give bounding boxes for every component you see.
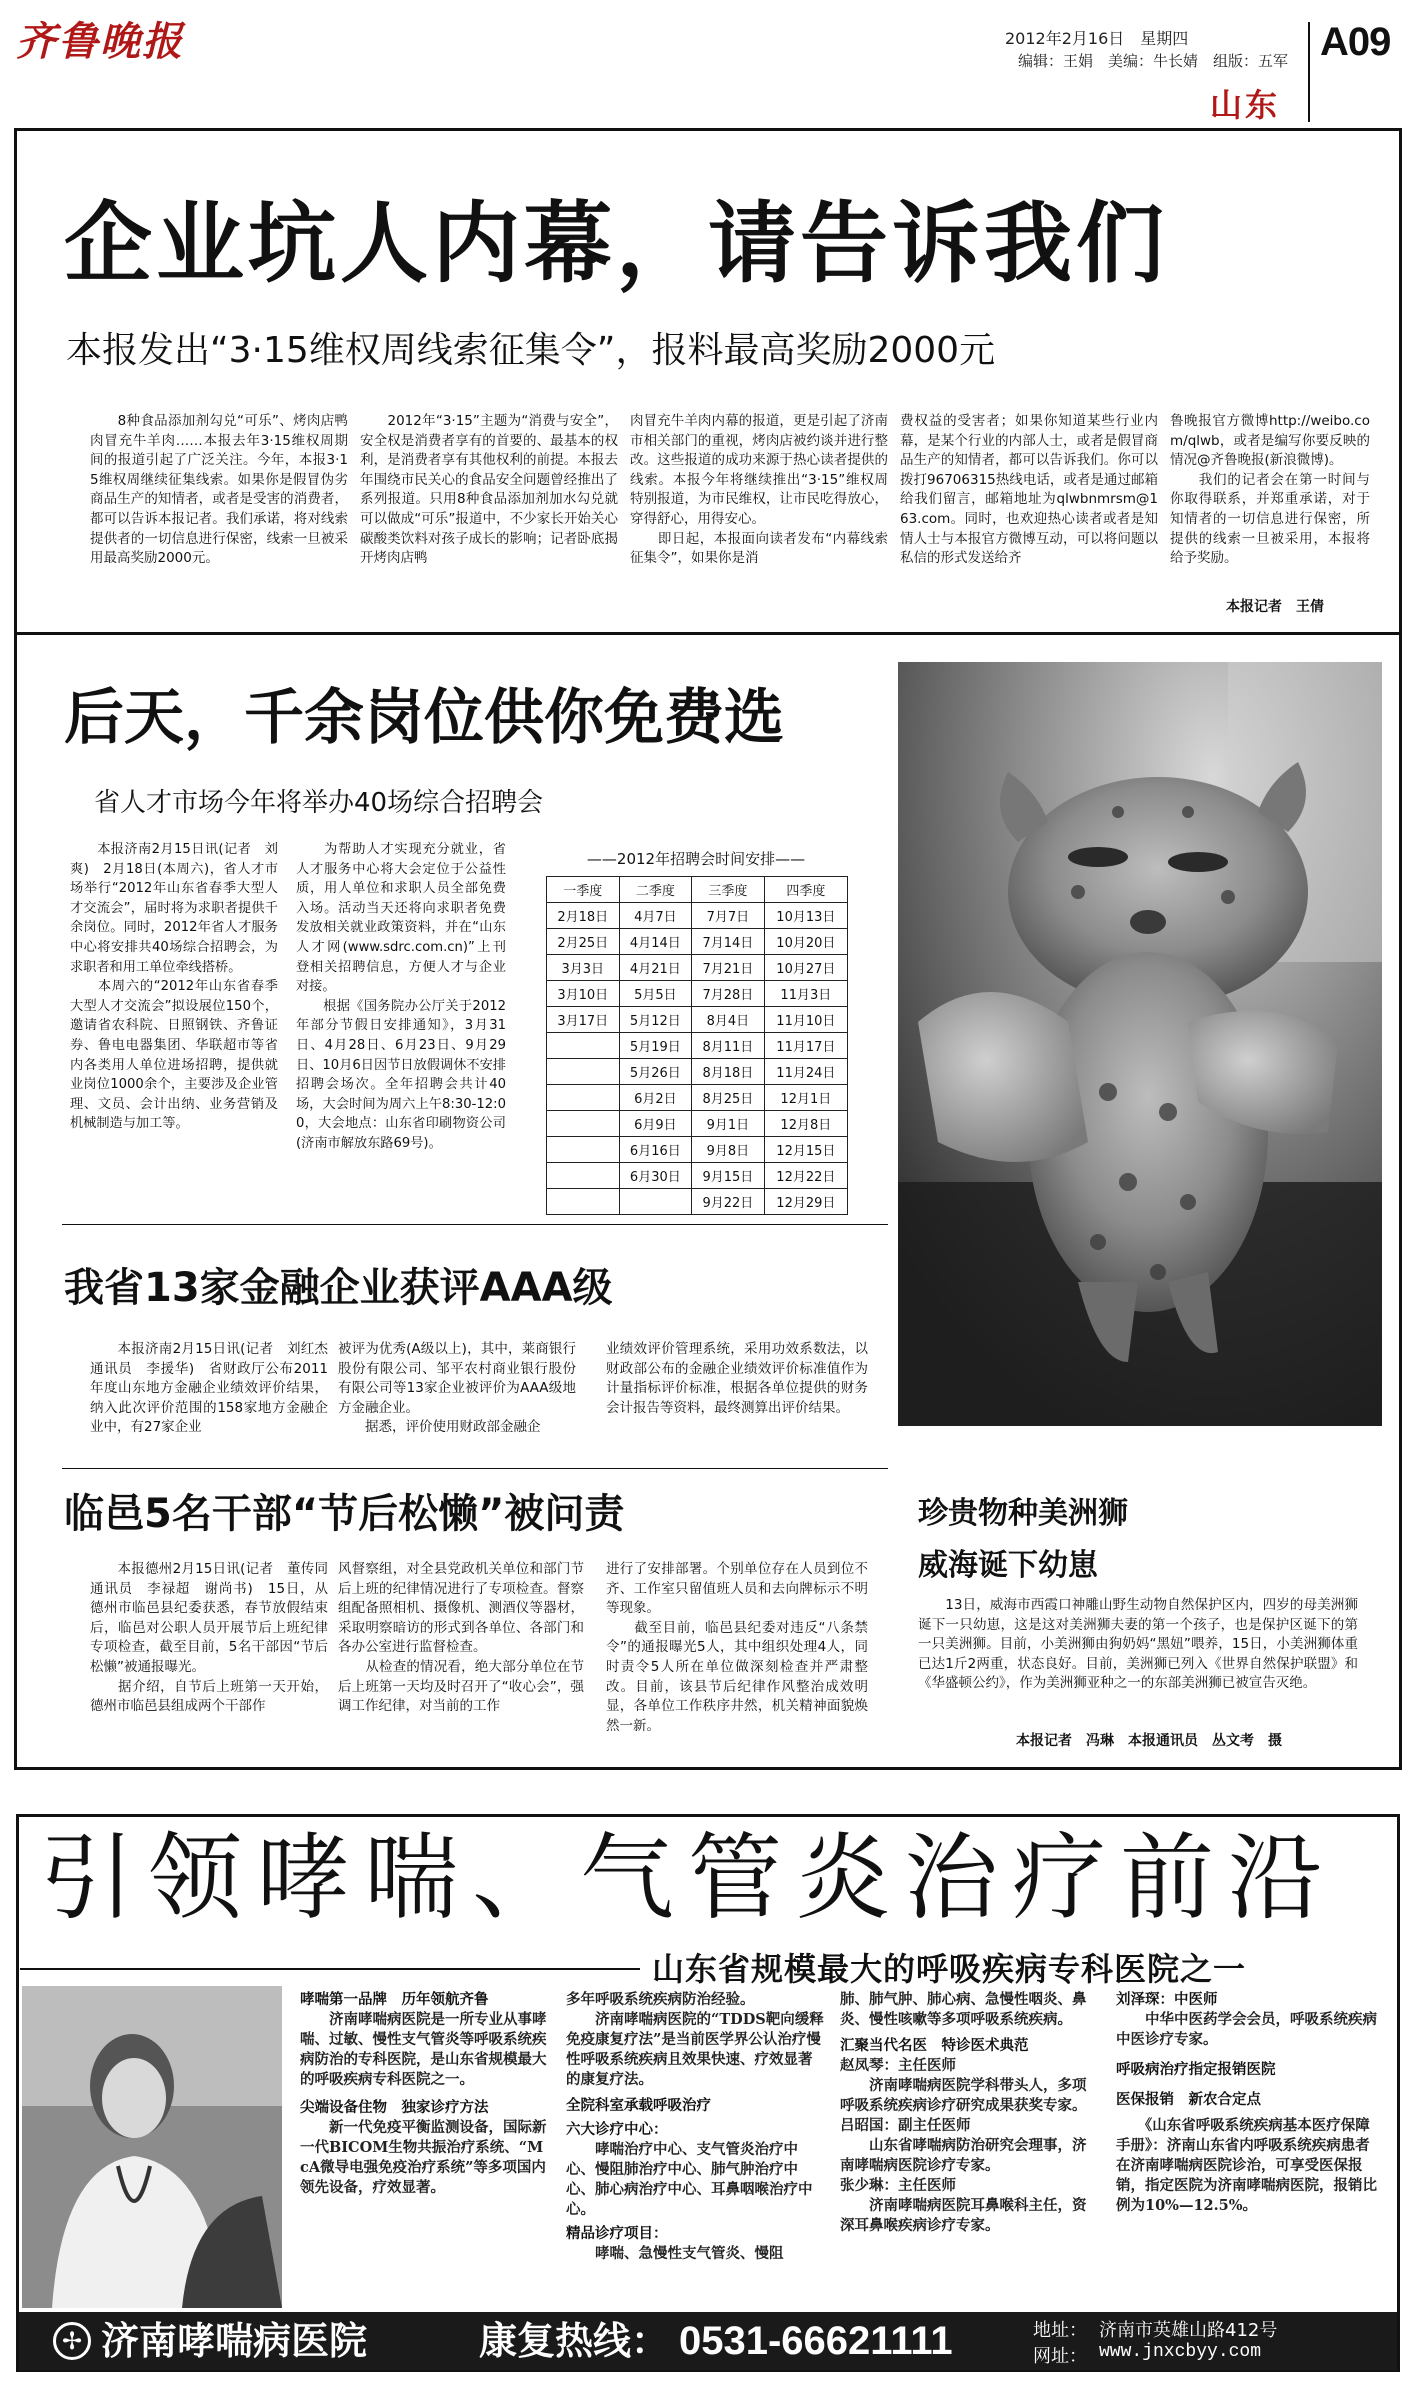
ad-col3-doctors: 赵凤琴：主任医师 济南哮喘病医院学科带头人，多项呼吸系统疾病诊疗研究成果获奖专家。 吕昭国：副主任医师 山东省哮喘病防治研究会理事，济南哮喘病医院诊疗专家。 张少琳：主任医师 济南哮喘病医院耳鼻喉科主任，资深耳鼻喉疾病诊疗专家。 (840, 2057, 1087, 2234)
schedule-cell: 5月19日 (619, 1033, 692, 1059)
ad-col4-body: 中华中医药学会会员，呼吸系统疾病中医诊疗专家。 (1116, 2011, 1377, 2048)
ad-col4-head: 刘泽琛：中医师 (1116, 1992, 1218, 2008)
ad-website-label: 网址： (1033, 2346, 1087, 2367)
ad-col-3 (840, 1990, 1100, 2310)
ad-doctor-illustration (22, 1986, 282, 2308)
schedule-cell: 12月15日 (764, 1137, 847, 1163)
schedule-cell: 7月14日 (692, 929, 765, 955)
story1-headline: 企业坑人内幕，请告诉我们 (64, 192, 1169, 295)
schedule-cell: 3月10日 (547, 981, 620, 1007)
schedule-table-title (546, 848, 846, 869)
schedule-cell: 8月11日 (692, 1033, 765, 1059)
story4-col-3: 进行了安排部署。个别单位存在人员到位不齐、工作室只留值班人员和去向牌标示不明等现象。 截至目前，临邑县纪委对违反“八条禁令”的通报曝光5人，其中组织处理4人，同时责令5人所在单位做深刻检查并严肃整改。目前，该县节后纪律作风整治成效明显，各单位工作秩序井然，机关精神面貌焕然一新。 (606, 1561, 868, 1734)
story4-col-1: 本报德州2月15日讯(记者 董传同 通讯员 李禄超 谢尚书) 15日，从德州市临邑县纪委获悉，春节放假结束后，临邑对公职人员开展节后上班纪律专项检查，截至目前，5名干部因“节后松懒”被通报曝光。 据介绍，自节后上班第一天开始，德州市临邑县组成两个干部作 (90, 1561, 328, 1715)
ad-col-1 (300, 1990, 550, 2310)
ad-col2-list: 哮喘治疗中心、支气管炎治疗中心、慢阻肺治疗中心、肺气肿治疗中心、肺心病治疗中心、耳鼻咽喉治疗中心。 (566, 2141, 813, 2218)
ad-col-4 (1116, 1990, 1384, 2310)
photo-story-headline-1: 珍贵物种美洲狮 (918, 1496, 1128, 1531)
schedule-row (547, 981, 848, 1007)
ad-col1-head2: 尖端设备住物 独家诊疗方法 (300, 2100, 489, 2116)
schedule-row (547, 1163, 848, 1189)
schedule-cell: 8月18日 (692, 1059, 765, 1085)
schedule-row (547, 1137, 848, 1163)
ad-headline: 引领哮喘、气管炎治疗前沿 (40, 1824, 1337, 1933)
schedule-cell: 7月7日 (692, 903, 765, 929)
schedule-cell: 4月21日 (619, 955, 692, 981)
schedule-cell: 9月22日 (692, 1189, 765, 1215)
schedule-cell: 12月22日 (764, 1163, 847, 1189)
schedule-cell: 4月7日 (619, 903, 692, 929)
ad-subline-rule (20, 1968, 640, 1970)
schedule-cell: 5月26日 (619, 1059, 692, 1085)
photo-story-byline: 本报记者 冯琳 本报通讯员 丛文考 摄 (1016, 1733, 1282, 1749)
ad-col2-body: 多年呼吸系统疾病防治经验。 济南哮喘病医院的“TDDS靶向缓释免疫康复疗法”是当前医学界公认治疗慢性呼吸系统疾病且效果快速、疗效显著的康复疗法。 (566, 1991, 824, 2088)
schedule-row (547, 903, 848, 929)
schedule-cell: 6月16日 (619, 1137, 692, 1163)
schedule-cell: 12月29日 (764, 1189, 847, 1215)
masthead: 齐鲁晚报 (16, 18, 184, 65)
schedule-cell: 9月1日 (692, 1111, 765, 1137)
story3-bottom-rule (62, 1468, 888, 1469)
schedule-cell: 6月9日 (619, 1111, 692, 1137)
story4-headline: 临邑5名干部“节后松懒”被问责 (64, 1491, 625, 1537)
schedule-cell: 5月12日 (619, 1007, 692, 1033)
page-staff: 编辑：王娟 美编：牛长婧 组版：五军 (1018, 52, 1289, 70)
schedule-cell: 5月5日 (619, 981, 692, 1007)
ad-col3-body: 肺、肺气肿、肺心病、急慢性咽炎、鼻炎、慢性咳嗽等多项呼吸系统疾病。 (840, 1991, 1087, 2028)
schedule-row (547, 929, 848, 955)
ad-col4-body2: 《山东省呼吸系统疾病基本医疗保障手册》：济南山东省内呼吸系统疾病患者在济南哮喘病医院诊治，可享受医保报销，指定医院为济南哮喘病医院，报销比例为10%—12.5%。 (1116, 2117, 1377, 2214)
schedule-cell (547, 1059, 620, 1085)
photo-story-body: 13日，威海市西霞口神雕山野生动物自然保护区内，四岁的母美洲狮诞下一只幼崽，这是这对美洲狮夫妻的第一个孩子，也是保护区诞下的第一只美洲狮。目前，小美洲狮由狗奶妈“黑妞”喂养，15日，小美洲狮体重已达1斤2两重，状态良好。目前，美洲狮已列入《世界自然保护联盟》和《华盛顿公约》，作为美洲狮亚种之一的东部美洲狮已被宣告灭绝。 (918, 1597, 1358, 1692)
page-number: A09 (1320, 20, 1391, 64)
ad-subline: 山东省规模最大的呼吸疾病专科医院之一 (652, 1950, 1247, 1988)
schedule-header-cell: 四季度 (764, 877, 847, 903)
schedule-cell: 10月20日 (764, 929, 847, 955)
story2-subhead: 省人才市场今年将举办40场综合招聘会 (94, 788, 544, 818)
schedule-header-cell: 二季度 (619, 877, 692, 903)
section-name: 山东 (1210, 86, 1281, 124)
schedule-cell (547, 1189, 620, 1215)
schedule-cell (547, 1137, 620, 1163)
ad-doctor-photo (22, 1986, 282, 2308)
ad-website: www.jnxcbyy.com (1099, 2342, 1262, 2362)
schedule-cell (619, 1189, 692, 1215)
story1-col-4: 费权益的受害者；如果你知道某些行业内幕，是某个行业的内部人士，或者是假冒商品生产的知情者，都可以告诉我们。你可以拨打96706315热线电话，或者是通过邮箱给我们留言，邮箱地址为qlwbnmrsm@163.com。同时，也欢迎热心读者或者是知情人士与本报官方微博互动，可以将问题以私信的形式发送给齐 (900, 413, 1158, 567)
schedule-cell: 10月27日 (764, 955, 847, 981)
ad-col2-head2: 六大诊疗中心： (566, 2122, 668, 2138)
ad-address: 济南市英雄山路412号 (1099, 2320, 1278, 2341)
schedule-cell: 6月2日 (619, 1085, 692, 1111)
ad-col1-body2: 新一代免疫平衡监测设备，国际新一代BICOM生物共振治疗系统、“McA微导电强免疫治疗系统”等多项国内领先设备，疗效显著。 (300, 2119, 547, 2196)
story2-col-2: 为帮助人才实现充分就业，省人才服务中心将大会定位于公益性质，用人单位和求职人员全部免费入场。活动当天还将向求职者免费发放相关就业政策资料，并在“山东人才网(www.sdrc.com.cn)”上刊登相关招聘信息，方便人才与企业对接。 根据《国务院办公厅关于2012年部分节假日安排通知》，3月31日、4月28日、6月23日、9月29日、10月6日因节日放假调休不安排招聘会场次。全年招聘会共计40场，大会时间为周六上午8:30-12:00，大会地点：山东省印刷物资公司(济南市解放东路69号)。 (296, 842, 506, 1151)
schedule-table (546, 876, 848, 1215)
ad-col2-list2: 哮喘、急慢性支气管炎、慢阻 (566, 2245, 784, 2262)
schedule-cell: 8月4日 (692, 1007, 765, 1033)
frame-left-rule (14, 128, 17, 1770)
schedule-cell: 11月10日 (764, 1007, 847, 1033)
story3-col-2: 被评为优秀(A级以上)，其中，莱商银行股份有限公司、邹平农村商业银行股份有限公司等13家企业被评价为AAA级地方金融企业。 据悉，评价使用财政部金融企 (338, 1341, 576, 1436)
story2-headline: 后天，千余岗位供你免费选 (64, 683, 784, 753)
ad-col-2 (566, 1990, 826, 2310)
story3-headline: 我省13家金融企业获评AAA级 (64, 1265, 613, 1311)
schedule-cell: 8月25日 (692, 1085, 765, 1111)
ad-hotline-label: 康复热线： (479, 2319, 670, 2363)
schedule-cell: 12月8日 (764, 1111, 847, 1137)
issue-date: 2012年2月16日 星期四 (1005, 29, 1189, 48)
story1-bottom-rule (17, 632, 1399, 635)
story1-subhead: 本报发出“3·15维权周线索征集令”，报料最高奖励2000元 (66, 330, 996, 371)
schedule-row (547, 1189, 848, 1215)
schedule-header-cell: 三季度 (692, 877, 765, 903)
story3-col-3: 业绩效评价管理系统，采用功效系数法，以财政部公布的金融企业绩效评价标准值作为计量指标评价标准，根据各单位提供的财务会计报告等资料，最终测算出评价结果。 (606, 1341, 868, 1416)
schedule-row (547, 1033, 848, 1059)
schedule-title-dash-right: —— (775, 850, 806, 868)
schedule-title-dash-left: —— (586, 850, 617, 868)
schedule-cell: 3月3日 (547, 955, 620, 981)
ad-footer-bar (19, 2312, 1397, 2370)
frame-right-rule (1399, 128, 1402, 1770)
schedule-cell: 3月17日 (547, 1007, 620, 1033)
story2-col-1: 本报济南2月15日讯(记者 刘爽) 2月18日(本周六)，省人才市场举行“2012年山东省春季大型人才交流会”，届时将为求职者提供千余岗位。同时，2012年省人才服务中心将安排共40场综合招聘会，为求职者和用工单位牵线搭桥。 本周六的“2012年山东省春季大型人才交流会”拟设展位150个，邀请省农科院、日照钢铁、齐鲁证券、鲁电电器集团、华联超市等省内各类用人单位进场招聘，提供就业岗位1000余个，主要涉及企业管理、文员、会计出纳、业务营销及机械制造与加工等。 (70, 842, 278, 1132)
ad-col3-head: 汇聚当代名医 特诊医术典范 (840, 2038, 1029, 2054)
schedule-cell: 9月15日 (692, 1163, 765, 1189)
schedule-cell: 4月14日 (619, 929, 692, 955)
story3-col-1: 本报济南2月15日讯(记者 刘红杰 通讯员 李援华) 省财政厅公布2011年度山东地方金融企业绩效评价结果，纳入此次评价范围的158家地方金融企业中，有27家企业 (90, 1341, 342, 1436)
story1-byline: 本报记者 王倩 (1226, 599, 1324, 615)
schedule-cell: 10月13日 (764, 903, 847, 929)
schedule-cell: 7月28日 (692, 981, 765, 1007)
schedule-cell (547, 1085, 620, 1111)
schedule-cell: 2月18日 (547, 903, 620, 929)
schedule-title-text: 2012年招聘会时间安排 (616, 850, 776, 868)
cougar-cub-photo (898, 662, 1382, 1426)
schedule-row (547, 1059, 848, 1085)
story4-col-2: 风督察组，对全县党政机关单位和部门节后上班的纪律情况进行了专项检查。督察组配备照相机、摄像机、测酒仪等器材，采取明察暗访的形式到各单位、各部门和各办公室进行监督检查。 从检查的情况看，绝大部分单位在节后上班第一天均及时召开了“收心会”，强调工作纪律，对当前的工作 (338, 1561, 584, 1715)
story2-bottom-rule (62, 1224, 888, 1225)
ad-col4-head2: 呼吸病治疗指定报销医院 (1116, 2062, 1276, 2078)
story1-col-1: 8种食品添加剂勾兑“可乐”、烤肉店鸭肉冒充牛羊肉……本报去年3·15维权周期间的报道引起了广泛关注。今年，本报3·15维权周继续征集线索。如果你是假冒伪劣商品生产的知情者，或者是受害的消费者，都可以告诉本报记者。我们承诺，将对线索提供者的一切信息进行保密，线索一旦被采用最高奖励2000元。 (90, 413, 348, 567)
schedule-cell (547, 1163, 620, 1189)
ad-col2-head3: 精品诊疗项目： (566, 2226, 668, 2242)
story1-col-5: 鲁晚报官方微博http://weibo.com/qlwb，或者是编写你要反映的情况@齐鲁晚报(新浪微博)。 我们的记者会在第一时间与你取得联系，并郑重承诺，对于知情者的一切信息进行保密，所提供的线索一旦被采用，本报将给予奖励。 (1170, 413, 1370, 567)
schedule-cell (547, 1111, 620, 1137)
ad-hospital-name: 济南哮喘病医院 (101, 2319, 368, 2363)
schedule-cell: 11月3日 (764, 981, 847, 1007)
frame-bottom-rule (14, 1767, 1402, 1770)
schedule-cell: 12月1日 (764, 1085, 847, 1111)
ad-col4-head3: 医保报销 新农合定点 (1116, 2092, 1261, 2108)
schedule-cell: 6月30日 (619, 1163, 692, 1189)
schedule-row (547, 1007, 848, 1033)
schedule-cell (547, 1033, 620, 1059)
cougar-cub-illustration (898, 662, 1382, 1426)
schedule-cell: 11月24日 (764, 1059, 847, 1085)
schedule-row (547, 1085, 848, 1111)
schedule-cell: 9月8日 (692, 1137, 765, 1163)
story1-col-3: 肉冒充牛羊肉内幕的报道，更是引起了济南市相关部门的重视，烤肉店被约谈并进行整改。这些报道的成功来源于热心读者提供的线索。本报今年将继续推出“3·15”维权周特别报道，为市民维权，让市民吃得放心，穿得舒心，用得安心。 即日起，本报面向读者发布“内幕线索征集令”，如果你是消 (630, 413, 888, 567)
schedule-cell: 2月25日 (547, 929, 620, 955)
ad-hotline-number: 0531-66621111 (679, 2319, 953, 2363)
schedule-row (547, 1111, 848, 1137)
hospital-logo-icon: ✢ (53, 2322, 91, 2360)
frame-top-rule (14, 128, 1402, 131)
schedule-row (547, 955, 848, 981)
ad-address-label: 地址： (1033, 2320, 1087, 2341)
schedule-cell: 7月21日 (692, 955, 765, 981)
schedule-header-row (547, 877, 848, 903)
photo-story-headline-2: 威海诞下幼崽 (918, 1548, 1098, 1583)
ad-col1-head: 哮喘第一品牌 历年领航齐鲁 (300, 1992, 489, 2008)
schedule-body (547, 903, 848, 1215)
story1-col-2: 2012年“3·15”主题为“消费与安全”，安全权是消费者享有的首要的、最基本的权利，是消费者享有其他权利的前提。本报去年围绕市民关心的食品安全问题曾经推出了系列报道。只用8种食品添加剂加水勾兑就可以做成“可乐”报道中，不少家长开始关心碳酸类饮料对孩子成长的影响；记者卧底揭开烤肉店鸭 (360, 413, 618, 567)
schedule-header-cell: 一季度 (547, 877, 620, 903)
schedule-cell: 11月17日 (764, 1033, 847, 1059)
header-vertical-rule (1308, 22, 1310, 122)
ad-col2-head: 全院科室承载呼吸治疗 (566, 2098, 711, 2114)
ad-col1-body: 济南哮喘病医院是一所专业从事哮喘、过敏、慢性支气管炎等呼吸系统疾病防治的专科医院，是山东省规模最大的呼吸疾病专科医院之一。 (300, 2011, 547, 2088)
